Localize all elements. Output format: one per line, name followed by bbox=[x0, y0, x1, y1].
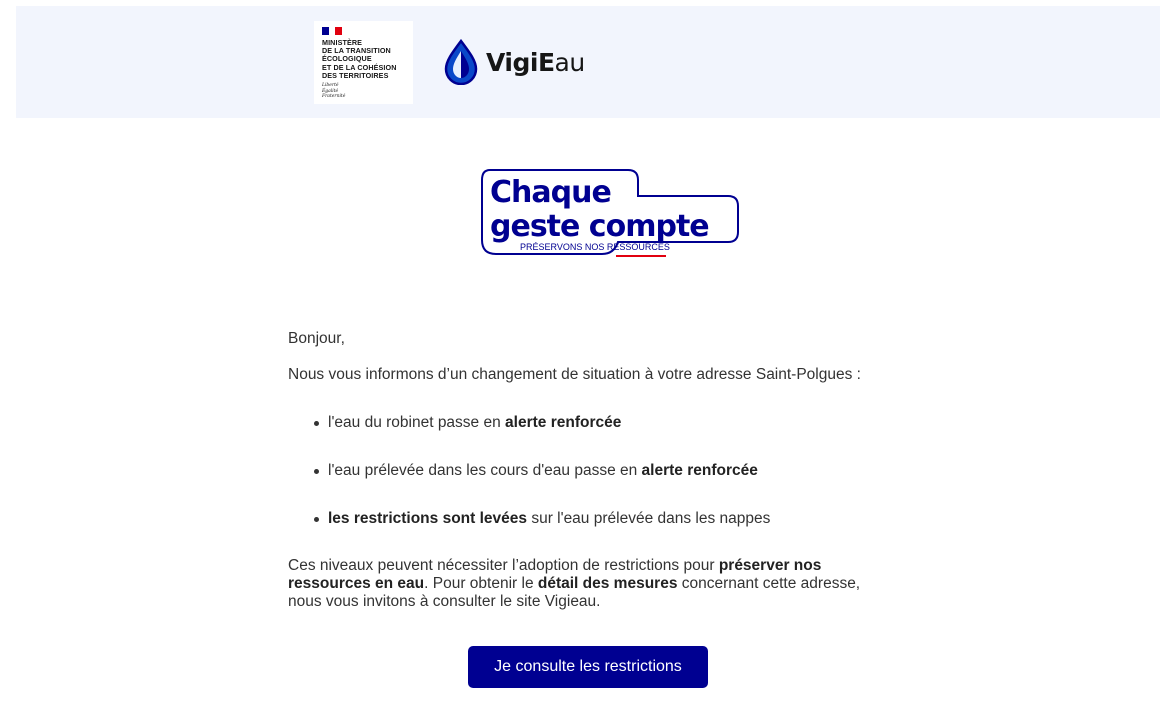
water-drop-icon bbox=[444, 39, 478, 85]
intro-text: Nous vous informons d’un changement de situation à votre adresse Saint-Polgues : bbox=[288, 366, 861, 383]
vigieau-logo bbox=[444, 36, 585, 88]
status-list bbox=[310, 414, 888, 528]
list-item: les restrictions sont levées sur l'eau prélevée dans les nappes bbox=[310, 510, 888, 528]
email-header bbox=[16, 6, 1160, 118]
campaign-line1: Chaque bbox=[490, 175, 611, 210]
campaign-line2: geste compte bbox=[490, 209, 709, 244]
ministry-name: MINISTÈRE DE LA TRANSITION ÉCOLOGIQUE ET DE LA COHÉSION DES TERRITOIRES bbox=[322, 38, 397, 80]
campaign-red-underline bbox=[616, 255, 666, 257]
republic-motto: Liberté Égalité Fraternité bbox=[322, 83, 346, 100]
outro-text: Ces niveaux peuvent nécessiter l’adoption de restrictions pour préserver nos ressources en eau. Pour obtenir le détail des mesures concernant cette adresse, nous vous invitons à consulter le site Vigieau. bbox=[288, 557, 861, 610]
campaign-logo bbox=[478, 166, 740, 258]
email-body bbox=[288, 330, 888, 611]
greeting: Bonjour, bbox=[288, 330, 345, 347]
list-item: l'eau prélevée dans les cours d'eau passe en alerte renforcée bbox=[310, 462, 888, 480]
vigieau-wordmark: VigiEau bbox=[486, 47, 585, 77]
consult-restrictions-button[interactable]: Je consulte les restrictions bbox=[468, 646, 708, 688]
french-flag-icon bbox=[322, 27, 342, 35]
ministry-logo bbox=[314, 21, 413, 104]
list-item: l'eau du robinet passe en alerte renforcée bbox=[310, 414, 888, 432]
campaign-tagline: PRÉSERVONS NOS RESSOURCES bbox=[520, 242, 670, 252]
